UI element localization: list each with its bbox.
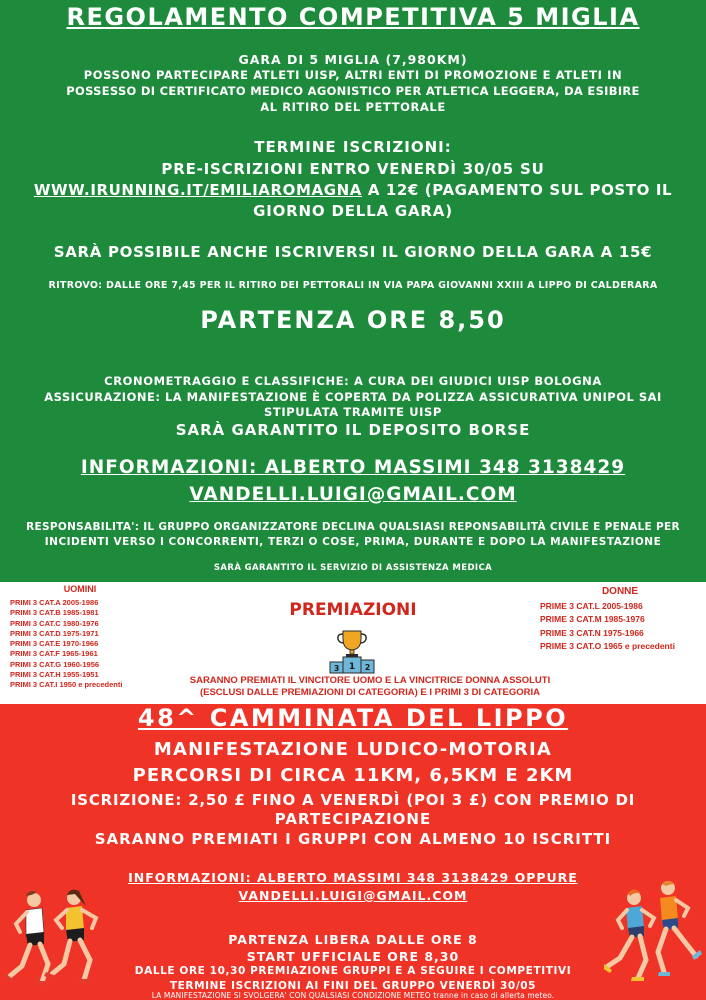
men-categories	[10, 584, 150, 691]
responsibility-line-1: RESPONSABILITA': IL GRUPPO ORGANIZZATORE DECLINA QUALSIASI REPONSABILITÀ CIVILE E PENALE PER	[26, 521, 680, 533]
runners-illustration-left	[4, 884, 110, 996]
insurance-line-1: ASSICURAZIONE: LA MANIFESTAZIONE È COPERTA DA POLIZZA ASSICURATIVA UNIPOL SAI	[44, 390, 662, 404]
contact-info: INFORMAZIONI: ALBERTO MASSIMI 348 3138429	[80, 457, 626, 478]
women-category-item: PRIME 3 CAT.N 1975-1966	[540, 627, 644, 638]
women-categories	[540, 586, 700, 653]
walk-registration-line-1: ISCRIZIONE: 2,50 £ FINO A VENERDÌ (POI 3 £) CON PREMIO DI	[70, 791, 636, 809]
deadline-title: TERMINE ISCRIZIONI:	[254, 138, 452, 156]
walk-subtitle: MANIFESTAZIONE LUDICO-MOTORIA	[153, 739, 553, 760]
podium-label-3: 3	[333, 664, 340, 673]
walk-registration-line-2: PARTECIPAZIONE	[274, 810, 432, 828]
men-category-item: PRIMI 3 CAT.C 1980-1976	[10, 618, 99, 628]
men-category-item: PRIMI 3 CAT.I 1950 e precedenti	[10, 680, 123, 690]
walk-routes: PERCORSI DI CIRCA 11KM, 6,5KM E 2KM	[132, 765, 574, 786]
awards-section	[0, 582, 706, 704]
eligibility-line-3: AL RITIRO DEL PETTORALE	[260, 100, 446, 114]
men-title: UOMINI	[63, 584, 97, 594]
walk-title: 48^ CAMMINATA DEL LIPPO	[137, 704, 569, 732]
overall-winners-line-2: (ESCLUSI DALLE PREMIAZIONI DI CATEGORIA) E I PRIMI 3 DI CATEGORIA	[199, 687, 541, 698]
walk-event-section	[0, 704, 706, 1000]
free-start-time: PARTENZA LIBERA DALLE ORE 8	[228, 932, 478, 947]
eligibility-line-2: POSSESSO DI CERTIFICATO MEDICO AGONISTICO PER ATLETICA LEGGERA, DA ESIBIRE	[66, 84, 640, 98]
competitive-title: REGOLAMENTO COMPETITIVA 5 MIGLIA	[66, 3, 640, 31]
women-category-item: PRIME 3 CAT.M 1985-1976	[540, 614, 645, 625]
women-title: DONNE	[601, 586, 639, 597]
men-category-item: PRIMI 3 CAT.A 2005-1986	[10, 598, 99, 607]
price-line-2: GIORNO DELLA GARA)	[253, 202, 453, 220]
overall-winners-line-1: SARANNO PREMIATI IL VINCITORE UOMO E LA VINCITRICE DONNA ASSOLUTI	[189, 675, 551, 686]
award-ceremony-time: DALLE ORE 10,30 PREMIAZIONE GRUPPI E A SEGUIRE I COMPETITIVI	[134, 965, 572, 977]
eligibility-line-1: POSSONO PARTECIPARE ATLETI UISP, ALTRI ENTI DI PROMOZIONE E ATLETI IN	[83, 68, 623, 82]
group-awards: SARANNO PREMIATI I GRUPPI CON ALMENO 10 ISCRITTI	[94, 830, 612, 848]
official-start-time: START UFFICIALE ORE 8,30	[246, 949, 460, 964]
preregistration-text: PRE-ISCRIZIONI ENTRO VENERDÌ 30/05 SU	[161, 160, 545, 178]
women-category-item: PRIME 3 CAT.O 1965 e precedenti	[540, 640, 675, 651]
meeting-point: RITROVO: DALLE ORE 7,45 PER IL RITIRO DEI PETTORALI IN VIA PAPA GIOVANNI XXIII A LIPPO DI CALDERARA	[48, 280, 658, 291]
men-category-item: PRIMI 3 CAT.B 1985-1981	[10, 608, 99, 618]
weather-notice: LA MANIFESTAZIONE SI SVOLGERA' CON QUALSIASI CONDIZIONE METEO tranne in caso di allerta meteo.	[151, 991, 555, 1000]
men-category-item: PRIMI 3 CAT.F 1965-1961	[10, 649, 98, 659]
group-registration-deadline: TERMINE ISCRIZIONI AI FINI DEL GRUPPO VENERDÌ 30/05	[169, 980, 537, 992]
walk-contact-email-link[interactable]: VANDELLI.LUIGI@GMAIL.COM	[238, 888, 468, 903]
start-time: PARTENZA ORE 8,50	[200, 306, 506, 334]
contact-email-link[interactable]: VANDELLI.LUIGI@GMAIL.COM	[189, 484, 517, 505]
awards-title: PREMIAZIONI	[289, 600, 417, 620]
medical-service: SARÀ GARANTITO IL SERVIZIO DI ASSISTENZA MEDICA	[213, 563, 493, 573]
podium-label-1: 1	[348, 662, 356, 672]
registration-website-link[interactable]: WWW.IRUNNING.IT/EMILIAROMAGNA	[33, 181, 362, 199]
men-category-item: PRIMI 3 CAT.H 1955-1951	[10, 670, 99, 680]
race-distance: GARA DI 5 MIGLIA (7,980KM)	[238, 52, 468, 67]
podium-label-2: 2	[364, 663, 371, 672]
timing-info: CRONOMETRAGGIO E CLASSIFICHE: A CURA DEI GIUDICI UISP BOLOGNA	[104, 374, 602, 388]
price-line	[0, 181, 706, 199]
insurance-line-2: STIPULATA TRAMITE UISP	[264, 405, 442, 419]
same-day-registration: SARÀ POSSIBILE ANCHE ISCRIVERSI IL GIORNO DELLA GARA A 15€	[53, 243, 653, 261]
men-category-item: PRIMI 3 CAT.G 1960-1956	[10, 659, 100, 669]
trophy-podium-icon	[326, 628, 378, 674]
bag-storage: SARÀ GARANTITO IL DEPOSITO BORSE	[175, 421, 531, 439]
runners-illustration-right	[604, 876, 702, 988]
men-category-item: PRIMI 3 CAT.E 1970-1966	[10, 639, 99, 649]
walk-contact-info: INFORMAZIONI: ALBERTO MASSIMI 348 3138429 OPPURE	[128, 870, 578, 885]
responsibility-line-2: INCIDENTI VERSO I CONCORRENTI, TERZI O COSE, PRIMA, DURANTE E DOPO LA MANIFESTAZIONE	[44, 536, 662, 548]
men-category-item: PRIMI 3 CAT.D 1975-1971	[10, 628, 99, 638]
women-category-item: PRIME 3 CAT.L 2005-1986	[540, 601, 643, 611]
price-text: A 12€ (PAGAMENTO SUL POSTO IL	[362, 181, 673, 199]
